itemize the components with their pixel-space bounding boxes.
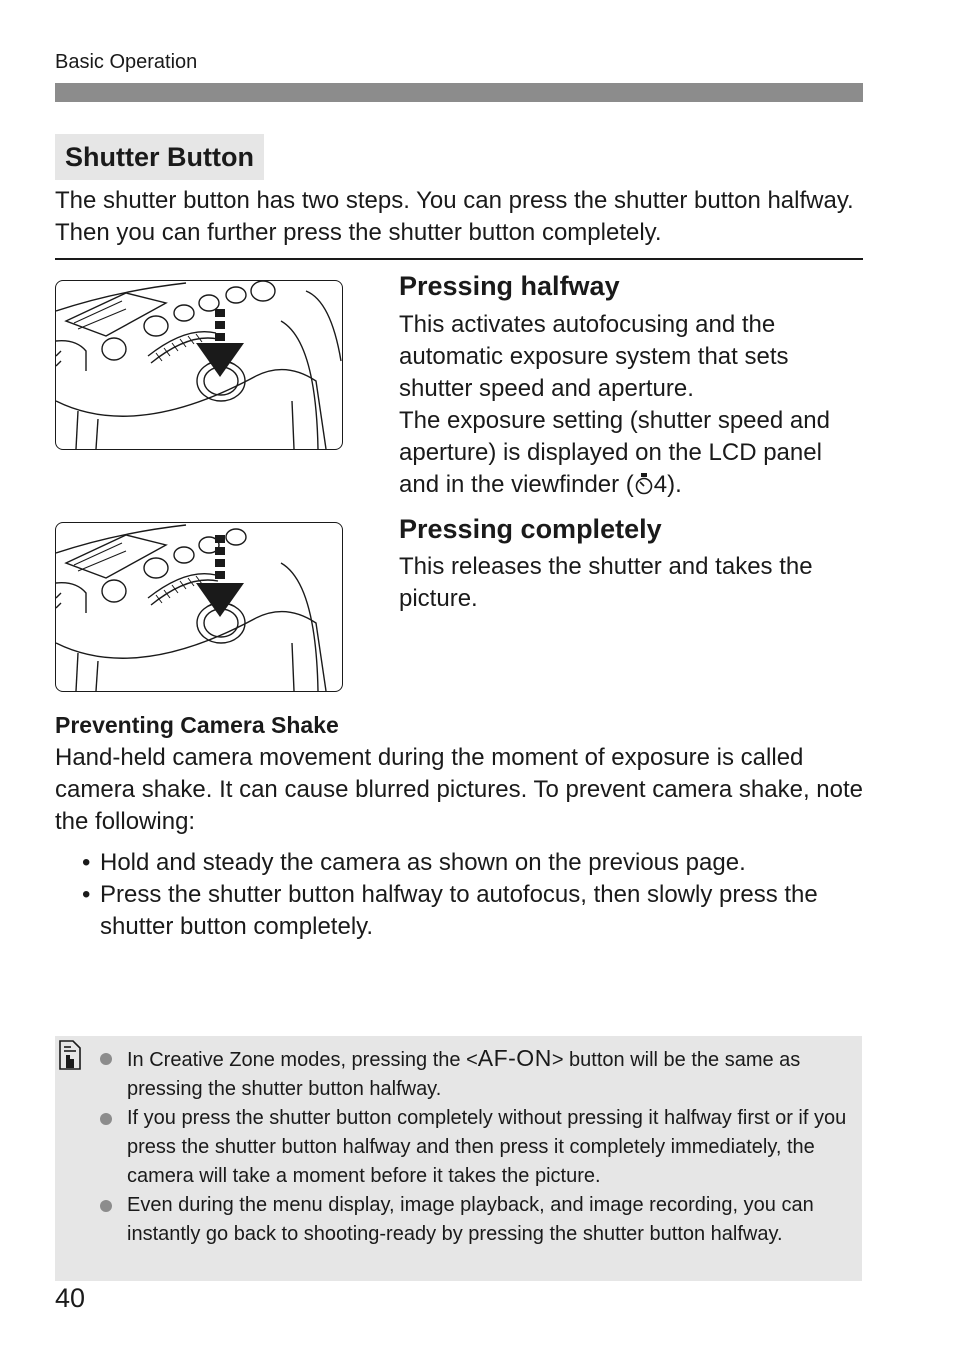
list-item: [82, 847, 862, 879]
halfway-paragraph-2-end: ).: [667, 471, 682, 498]
camera-halfway-illustration: [55, 280, 343, 450]
bullet-dot: [100, 1200, 112, 1212]
note-list: [97, 1044, 847, 1249]
step-title-completely: Pressing completely: [399, 514, 662, 544]
page-number: 40: [55, 1283, 86, 1313]
note-item-text-end: > button will be the same as pressing the shutter button halfway.: [127, 1049, 801, 1100]
note-item: [97, 1191, 847, 1249]
note-item-text: If you press the shutter button completely without pressing it halfway first or if you press the shutter button halfway and then press it completely immediately, the camera will take a moment before it takes the picture.: [127, 1107, 847, 1187]
section-title-box: [55, 134, 264, 180]
note-item: [97, 1044, 847, 1104]
shake-list: [82, 847, 862, 943]
subsection-title: Preventing Camera Shake: [55, 712, 339, 738]
step-title-halfway: Pressing halfway: [399, 271, 620, 301]
note-item-text: In Creative Zone modes, pressing the <: [127, 1049, 478, 1071]
page-reference-number[interactable]: 4: [653, 471, 668, 498]
halfway-paragraph-1: This activates autofocusing and the automatic exposure system that sets shutter speed and aperture.: [399, 311, 789, 402]
step-body-halfway: [399, 309, 864, 504]
shake-paragraph: Hand-held camera movement during the moment of exposure is called camera shake. It can cause blurred pictures. To prevent camera shake, note the following:: [55, 744, 863, 835]
divider: [55, 258, 863, 260]
step-body-completely: This releases the shutter and takes the picture.: [399, 553, 813, 612]
intro-text: The shutter button has two steps. You can press the shutter button halfway. Then you can further press the shutter button completely.: [55, 187, 854, 246]
bullet-dot: •: [82, 849, 91, 876]
breadcrumb: Basic Operation: [55, 51, 198, 73]
memo-icon: [57, 1038, 83, 1077]
bullet-dot: [100, 1113, 112, 1125]
camera-completely-illustration: [55, 522, 343, 692]
bullet-dot: [100, 1053, 112, 1065]
halfway-paragraph-2-text: The exposure setting (shutter speed and aperture) is displayed on the LCD panel and in the viewfinder (: [399, 407, 830, 498]
list-item-text: Press the shutter button halfway to autofocus, then slowly press the shutter button completely.: [100, 881, 818, 940]
note-box: [55, 1036, 862, 1281]
note-item: [97, 1104, 847, 1191]
section-title: Shutter Button: [65, 141, 254, 172]
af-on-button-label: AF-ON: [477, 1045, 552, 1071]
page-reference-icon: [634, 472, 654, 504]
header-bar: [55, 83, 863, 102]
halfway-paragraph-2: [399, 405, 864, 504]
note-item-text: Even during the menu display, image playback, and image recording, you can instantly go back to shooting-ready by pressing the shutter button halfway.: [127, 1194, 814, 1245]
list-item: [82, 879, 862, 943]
list-item-text: Hold and steady the camera as shown on the previous page.: [100, 849, 746, 876]
bullet-dot: •: [82, 881, 91, 908]
